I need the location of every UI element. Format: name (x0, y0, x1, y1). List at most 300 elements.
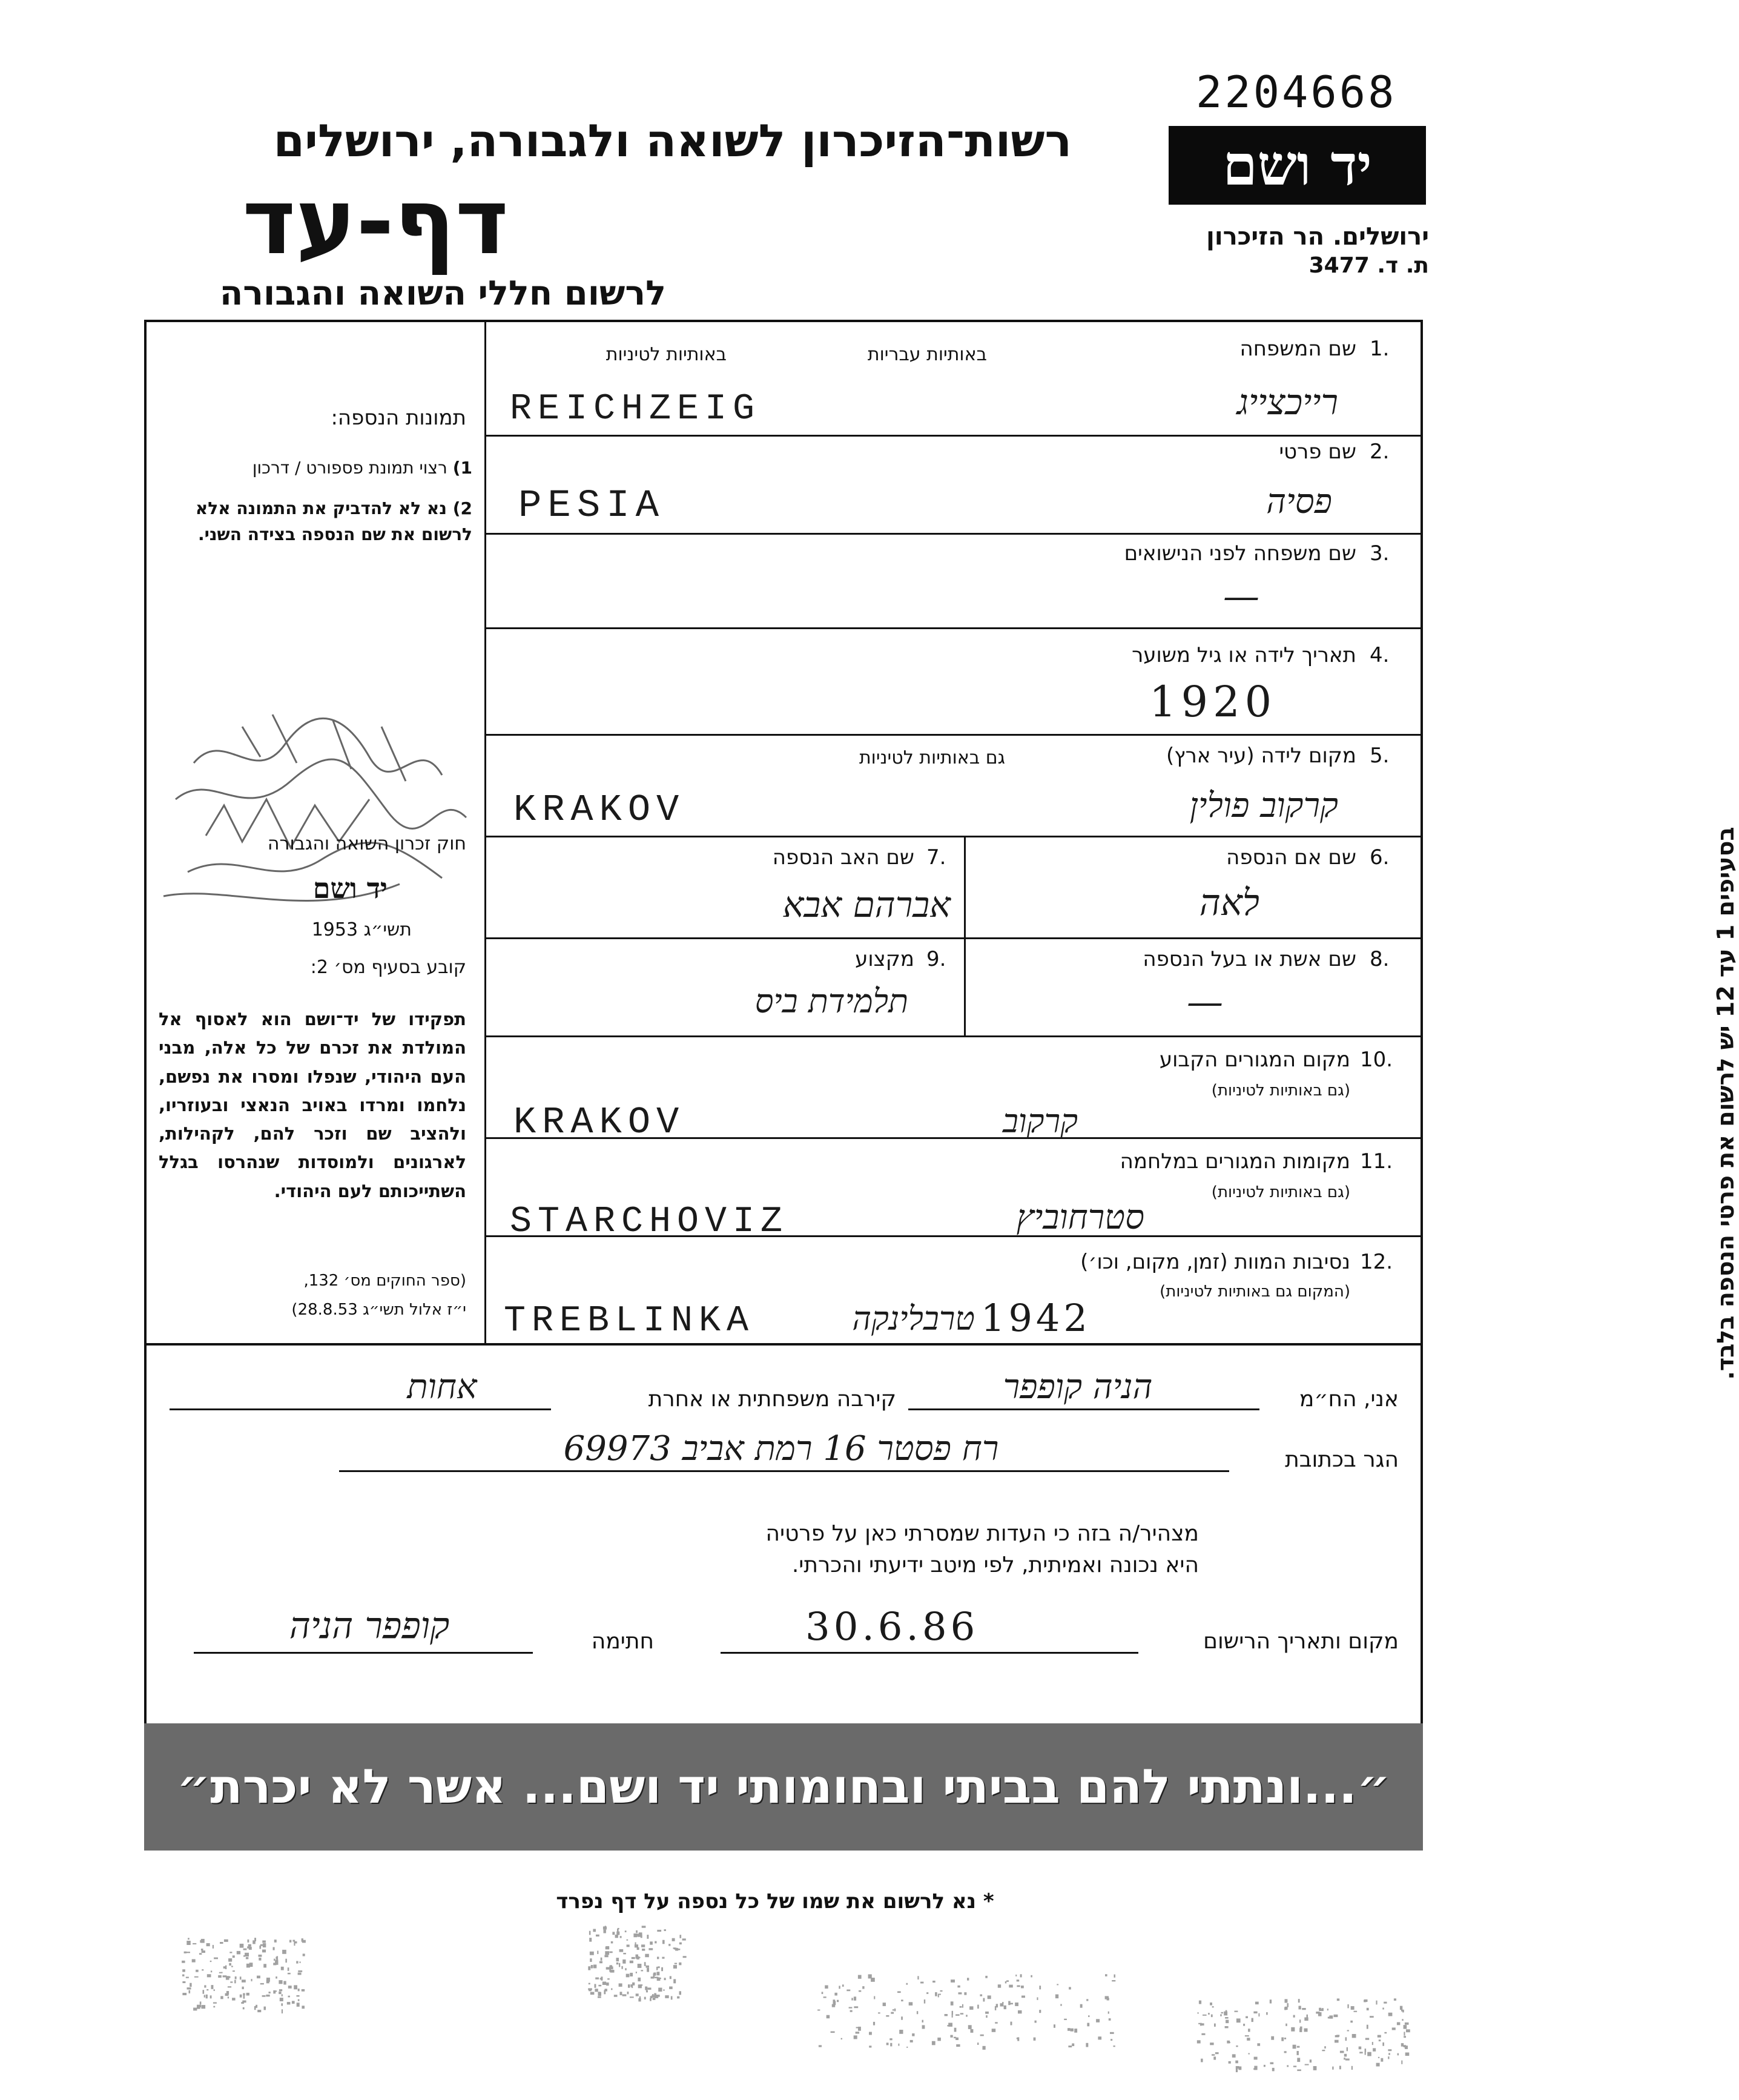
field-12-latin-value[interactable]: TREBLINKA (504, 1301, 755, 1342)
noise-speck (619, 1983, 622, 1987)
noise-speck (243, 1955, 245, 1957)
noise-speck (206, 1943, 210, 1946)
noise-speck (264, 2007, 266, 2010)
noise-speck (201, 1949, 203, 1950)
noise-speck (632, 1987, 633, 1988)
noise-speck (1376, 2063, 1380, 2067)
noise-speck (1322, 2050, 1325, 2051)
noise-speck (650, 1998, 652, 2001)
noise-speck (590, 1952, 594, 1955)
field-4-value[interactable]: 1920 (1149, 677, 1277, 727)
law-reference-2: י״ז אלול תשי״ג 28.8.53) (291, 1301, 466, 1319)
noise-speck (910, 2040, 913, 2042)
noise-speck (1004, 2006, 1006, 2009)
noise-speck (1212, 2054, 1215, 2056)
row-separator (484, 627, 1421, 629)
noise-speck (1340, 2051, 1344, 2053)
noise-speck (886, 2015, 889, 2017)
field-10-hebrew-value[interactable]: קרקוב (1002, 1102, 1078, 1140)
noise-speck (683, 1956, 687, 1958)
noise-speck (206, 1995, 208, 1999)
noise-speck (1110, 2032, 1114, 2034)
noise-speck (951, 2001, 954, 2006)
noise-speck (1401, 2010, 1404, 2012)
noise-speck (1009, 1985, 1013, 1988)
noise-speck (1015, 2003, 1018, 2006)
noise-speck (869, 2046, 871, 2047)
field-1-hebrew-value[interactable]: רייכצייג (1236, 381, 1338, 423)
noise-speck (1297, 2051, 1299, 2055)
field-12-hebrew-value[interactable]: טרבלינקה (852, 1299, 975, 1338)
form-top-border (144, 320, 1423, 322)
noise-speck (1114, 1975, 1116, 1978)
noise-speck (637, 1947, 639, 1950)
noise-speck (1401, 2043, 1404, 2047)
banner-verse: ״...ונתתי להם בביתי ובחומותי יד ושם... אשר לא יכרת״ (176, 1760, 1391, 1814)
form-left-border (144, 320, 147, 1723)
field-11-latin-value[interactable]: STARCHOVIZ (510, 1201, 789, 1243)
noise-speck (995, 2022, 998, 2024)
noise-speck (193, 1943, 196, 1944)
noise-speck (604, 1930, 606, 1933)
address-underline (339, 1470, 1229, 1472)
place-date-value[interactable]: 30.6.86 (805, 1605, 979, 1649)
noise-speck (1404, 2045, 1406, 2047)
noise-speck (233, 1970, 235, 1972)
noise-speck (1352, 2034, 1356, 2038)
noise-speck (1298, 1999, 1300, 2003)
noise-speck (1258, 2013, 1259, 2016)
noise-speck (674, 1948, 678, 1950)
noise-speck (1400, 2006, 1402, 2010)
side-note: בסעיפים 1 עד 12 יש לרשום את פרטי הנספה בלבד. (1712, 827, 1739, 1380)
noise-speck (1382, 2042, 1384, 2046)
noise-speck (1344, 2058, 1345, 2060)
signature-underline (194, 1652, 533, 1654)
noise-speck (1245, 2035, 1249, 2036)
noise-speck (298, 1999, 300, 2001)
noise-speck (1373, 2048, 1376, 2051)
noise-speck (1215, 2052, 1219, 2054)
noise-speck (247, 1946, 251, 1949)
noise-speck (1236, 2046, 1238, 2047)
field-9-value[interactable]: תלמידת ביס (754, 982, 908, 1020)
noise-speck (202, 1969, 203, 1970)
noise-speck (1364, 1999, 1368, 2002)
noise-speck (628, 1984, 630, 1988)
noise-speck (671, 1996, 673, 2000)
noise-speck (1370, 2016, 1374, 2018)
noise-speck (1020, 1974, 1022, 1977)
noise-speck (1272, 2068, 1275, 2072)
noise-speck (1054, 2024, 1055, 2028)
noise-speck (850, 2010, 853, 2012)
noise-speck (281, 1967, 284, 1970)
noise-speck (1378, 2057, 1379, 2058)
noise-speck (1293, 2045, 1296, 2049)
field-3-label: שם משפחה לפני הנישואים (1124, 541, 1356, 566)
noise-speck (1404, 2025, 1407, 2029)
row-separator (484, 1035, 1421, 1037)
noise-speck (1337, 1998, 1339, 2001)
field-4-number: 4. (1370, 643, 1390, 667)
noise-speck (614, 1995, 618, 1997)
scan-noise (0, 1938, 1500, 2095)
noise-speck (595, 1984, 596, 1987)
noise-speck (1344, 2054, 1347, 2057)
noise-speck (1006, 1980, 1009, 1982)
noise-speck (822, 1992, 823, 1994)
noise-speck (1318, 2012, 1322, 2016)
field-5-latin-value[interactable]: KRAKOV (513, 788, 685, 831)
noise-speck (251, 1979, 252, 1981)
noise-speck (823, 1996, 827, 1998)
noise-speck (1247, 2038, 1250, 2041)
declaration-i-label: אני, הח״מ (1299, 1387, 1399, 1412)
noise-speck (622, 1994, 627, 1996)
noise-speck (1221, 2012, 1224, 2013)
noise-speck (1009, 2003, 1013, 2005)
noise-speck (1293, 2015, 1295, 2018)
noise-speck (207, 1974, 211, 1977)
noise-speck (950, 2035, 952, 2038)
noise-speck (262, 1941, 266, 1943)
noise-speck (894, 2009, 896, 2012)
noise-speck (211, 1970, 212, 1972)
noise-speck (951, 1979, 955, 1983)
noise-speck (856, 2032, 860, 2033)
noise-speck (282, 1950, 286, 1954)
noise-speck (886, 2042, 889, 2045)
record-number: 2204668 (1196, 67, 1397, 117)
noise-speck (263, 1943, 266, 1947)
noise-speck (897, 1991, 901, 1993)
noise-speck (665, 1995, 668, 1998)
noise-speck (211, 1985, 214, 1989)
noise-speck (985, 1976, 988, 1978)
row-separator (484, 734, 1421, 736)
noise-speck (196, 1970, 199, 1972)
field-7-number: 7. (926, 845, 946, 870)
noise-speck (819, 2045, 822, 2047)
form-right-border (1421, 320, 1423, 1723)
stamp-logo: יד ושם (312, 872, 388, 905)
noise-speck (1105, 1996, 1109, 1999)
noise-speck (623, 1953, 626, 1954)
noise-speck (241, 2002, 244, 2004)
noise-speck (922, 2020, 924, 2022)
page-title: דף-עד (242, 170, 509, 275)
noise-speck (854, 2035, 857, 2039)
noise-speck (968, 2025, 972, 2029)
noise-speck (874, 1996, 875, 1999)
noise-speck (237, 1951, 240, 1955)
noise-speck (266, 1995, 269, 1996)
noise-speck (959, 1992, 962, 1994)
noise-speck (182, 1975, 185, 1976)
noise-speck (938, 1994, 941, 1995)
noise-speck (589, 1938, 592, 1942)
noise-speck (294, 1941, 297, 1943)
noise-speck (276, 1976, 277, 1979)
photo-heading: תמונות הנספה: (331, 406, 466, 430)
noise-speck (607, 1978, 610, 1979)
noise-speck (901, 2016, 903, 2020)
noise-speck (1011, 2022, 1012, 2026)
noise-speck (259, 1946, 261, 1949)
noise-speck (1235, 2011, 1238, 2012)
noise-speck (1236, 2069, 1238, 2073)
noise-speck (224, 1940, 228, 1942)
photo-instruction-2 (157, 495, 472, 548)
noise-speck (200, 2005, 201, 2008)
field-12-number: 12. (1360, 1250, 1393, 1274)
noise-speck (604, 1955, 608, 1957)
noise-speck (1198, 2012, 1199, 2013)
noise-speck (1372, 2042, 1373, 2045)
noise-speck (229, 1963, 231, 1966)
noise-speck (644, 1962, 646, 1966)
noise-speck (1214, 2024, 1216, 2027)
noise-speck (257, 1976, 260, 1979)
noise-speck (1225, 2017, 1229, 2019)
noise-speck (1199, 2001, 1201, 2004)
noise-speck (232, 1998, 236, 2000)
noise-speck (262, 1950, 266, 1953)
noise-speck (612, 1932, 615, 1935)
noise-speck (616, 1963, 619, 1964)
noise-speck (302, 1989, 305, 1992)
noise-speck (891, 2012, 894, 2014)
noise-speck (1287, 2065, 1289, 2067)
noise-speck (1405, 2022, 1409, 2025)
noise-speck (620, 1992, 622, 1995)
noise-speck (898, 2044, 899, 2046)
noise-speck (878, 2012, 880, 2013)
noise-speck (298, 1970, 302, 1972)
noise-speck (1291, 2027, 1295, 2032)
noise-speck (1031, 1975, 1032, 1978)
noise-speck (646, 1966, 650, 1968)
field-12-year[interactable]: 1942 (981, 1296, 1091, 1340)
noise-speck (182, 1993, 186, 1995)
noise-speck (589, 1983, 590, 1985)
field-2-hebrew-value[interactable]: פסיה (1266, 482, 1332, 521)
noise-speck (969, 2006, 973, 2010)
noise-speck (912, 2033, 914, 2036)
noise-speck (873, 2022, 875, 2026)
noise-speck (636, 1972, 637, 1973)
noise-speck (269, 1992, 271, 1993)
field-11-hint: (גם באותיות לטיניות) (1211, 1183, 1350, 1201)
noise-speck (1035, 2021, 1037, 2023)
stamp-scribble (151, 690, 478, 945)
noise-speck (202, 1950, 205, 1953)
noise-speck (1210, 2003, 1212, 2006)
noise-speck (937, 2038, 941, 2041)
noise-speck (657, 1956, 659, 1959)
noise-speck (1351, 2006, 1355, 2010)
noise-speck (1336, 2035, 1339, 2036)
noise-speck (1347, 2030, 1349, 2031)
noise-speck (1382, 2008, 1384, 2010)
noise-speck (245, 1953, 249, 1956)
noise-speck (1248, 2053, 1250, 2055)
noise-speck (292, 2001, 295, 2004)
noise-speck (833, 1999, 836, 2004)
noise-speck (827, 2015, 830, 2019)
noise-speck (906, 1983, 908, 1985)
noise-speck (1359, 2047, 1362, 2050)
noise-speck (909, 2002, 913, 2006)
field-3-value[interactable]: — (1223, 575, 1259, 618)
noise-speck (294, 1985, 297, 1989)
field-5-hebrew-value[interactable]: קרקוב פולין (1189, 786, 1338, 825)
noise-speck (621, 1966, 622, 1969)
address-value[interactable]: רח פסטר 16 רמת אביב 69973 (563, 1429, 999, 1468)
instruction-1-num: 1) (452, 458, 472, 478)
noise-speck (288, 1967, 289, 1971)
noise-speck (679, 1963, 681, 1966)
field-1-latin-value[interactable]: REICHZEIG (510, 389, 761, 430)
noise-speck (988, 1995, 991, 1999)
noise-speck (589, 1931, 591, 1935)
noise-speck (1255, 2002, 1259, 2005)
noise-speck (971, 2029, 974, 2033)
noise-speck (980, 1995, 982, 1996)
field-1-latin-hint: באותיות לטיניות (606, 344, 727, 365)
noise-speck (186, 1952, 190, 1953)
noise-speck (210, 1995, 212, 1998)
noise-speck (188, 1938, 190, 1940)
noise-speck (1266, 2012, 1268, 2015)
noise-speck (627, 1940, 629, 1941)
noise-speck (609, 1969, 611, 1972)
noise-speck (1213, 2056, 1216, 2059)
noise-speck (858, 1975, 862, 1979)
noise-speck (960, 2006, 962, 2008)
noise-speck (282, 2009, 283, 2013)
noise-speck (192, 1959, 196, 1962)
noise-speck (243, 2007, 245, 2010)
noise-speck (596, 1935, 599, 1937)
noise-speck (940, 1990, 943, 1992)
noise-speck (606, 1946, 609, 1949)
noise-speck (254, 2006, 256, 2010)
noise-speck (627, 1944, 630, 1947)
field-10-latin-value[interactable]: KRAKOV (513, 1101, 685, 1144)
relation-value[interactable]: אחות (407, 1367, 477, 1407)
noise-speck (204, 1995, 205, 1997)
noise-speck (825, 1986, 828, 1989)
noise-speck (246, 1993, 249, 1996)
field-6-value[interactable]: לאה (1199, 882, 1259, 924)
noise-speck (201, 2005, 205, 2009)
noise-speck (605, 1951, 609, 1955)
noise-speck (655, 1977, 659, 1978)
noise-speck (593, 1929, 596, 1932)
noise-speck (242, 1979, 246, 1983)
declaration-name-value[interactable]: הניה קופפר (1003, 1367, 1153, 1407)
noise-speck (1264, 2065, 1265, 2067)
noise-speck (890, 2043, 892, 2047)
noise-speck (1271, 2036, 1274, 2040)
noise-speck (670, 1976, 672, 1979)
noise-speck (672, 1938, 675, 1941)
noise-speck (952, 2014, 953, 2018)
noise-speck (1304, 2029, 1308, 2032)
noise-speck (638, 1964, 642, 1968)
noise-speck (619, 1963, 620, 1967)
noise-speck (206, 1989, 208, 1990)
field-8-value[interactable]: — (1187, 981, 1223, 1023)
noise-speck (213, 2003, 217, 2004)
authority-heading: רשות־הזיכרון לשואה ולגבורה, ירושלים (273, 115, 1072, 167)
noise-speck (1304, 2018, 1308, 2021)
noise-speck (1329, 2015, 1333, 2018)
instruction-2-num: 2) (452, 498, 472, 518)
noise-speck (279, 1980, 282, 1984)
noise-speck (220, 1996, 223, 1999)
noise-speck (1297, 2058, 1300, 2062)
noise-speck (650, 1941, 653, 1944)
noise-speck (859, 1990, 861, 1992)
noise-speck (652, 1994, 654, 1998)
noise-speck (1071, 2029, 1074, 2032)
noise-speck (213, 1945, 214, 1949)
noise-speck (1086, 1999, 1088, 2001)
noise-speck (1347, 2047, 1348, 2051)
noise-speck (1388, 2053, 1390, 2055)
noise-speck (617, 1929, 619, 1932)
noise-speck (625, 1968, 627, 1970)
noise-speck (273, 1947, 275, 1950)
place-date-underline (721, 1652, 1138, 1654)
noise-speck (1401, 2061, 1402, 2064)
noise-speck (647, 1968, 649, 1972)
noise-speck (1313, 2066, 1317, 2070)
field-11-label: מקומות המגורים במלחמה (1120, 1149, 1350, 1174)
logo-address-line1: ירושלים. הר הזיכרון (1206, 223, 1429, 251)
noise-speck (246, 1957, 248, 1959)
noise-speck (1405, 2053, 1410, 2056)
noise-speck (964, 1992, 966, 1995)
field-2-latin-value[interactable]: PESIA (518, 484, 665, 528)
noise-speck (1098, 2036, 1101, 2039)
noise-speck (1108, 2012, 1109, 2014)
field-9-number: 9. (926, 947, 946, 971)
noise-speck (682, 1938, 686, 1940)
noise-speck (262, 1995, 266, 1997)
field-7-value[interactable]: אברהם אבא (782, 884, 951, 925)
noise-speck (1388, 2049, 1391, 2051)
noise-speck (664, 1978, 666, 1980)
noise-speck (1021, 1996, 1025, 1998)
noise-speck (1055, 1995, 1058, 1999)
noise-speck (194, 1976, 199, 1978)
noise-speck (1397, 2022, 1401, 2026)
signature-value[interactable]: קופפר הניה (289, 1605, 450, 1647)
noise-speck (1037, 1997, 1038, 2000)
noise-speck (240, 1976, 242, 1979)
law-reference-1: (ספר החוקים מס׳ 132, (303, 1272, 466, 1290)
noise-speck (679, 1991, 682, 1995)
row-separator (484, 836, 1421, 837)
field-11-hebrew-value[interactable]: סטרחוביץ (1016, 1198, 1144, 1237)
noise-speck (229, 1952, 232, 1953)
noise-speck (598, 1996, 601, 1998)
noise-speck (1402, 2019, 1404, 2021)
